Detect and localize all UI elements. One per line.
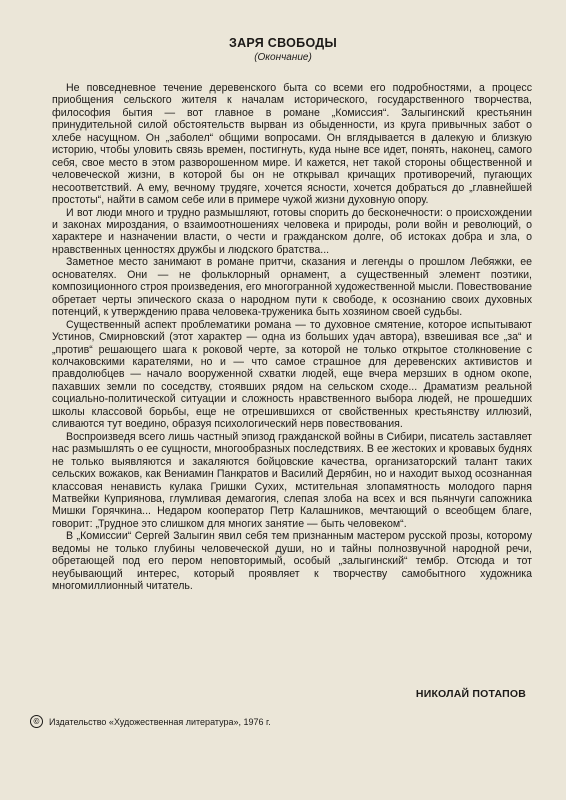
paragraph: Воспроизведя всего лишь частный эпизод гражданской войны в Сибири, писатель заставляет нас размышлять о ее сущности, многообразных последствиях. В ее жестоких и кровавых буднях не только выявляются и закаляются бойцовские качества, организаторский талант таких сельских вожаков, как Вениамин Панкратов и Василий Дерябин, но и находит выход осознанная классовая ненависть кулака Гришки Сухих, мстительная злопамятность молодого парня Матвейки Куприянова, глумливая демагогия, слепая злоба на всех и вся пьянчуги сапожника Мишки Горячкина... Недаром кооператор Петр Калашников, мечтающий о всеобщем благе, говорит: „Трудное это слишком для многих занятие — быть человеком“. [52, 430, 532, 530]
paragraph: Заметное место занимают в романе притчи, сказания и легенды о прошлом Лебяжки, ее основателях. Они — не фольклорный орнамент, а существенный элемент поэтики, композиционного строя произведения, его многогранной художественной мысли. Повествование обретает черты эпического сказа о народном пути к свободе, к осознанию своих духовных потенций, к утверждению права человека-труженика быть хозяином своей судьбы. [52, 256, 532, 319]
copyright-icon: © [30, 715, 43, 728]
paragraph: И вот люди много и трудно размышляют, готовы спорить до бесконечности: о происхождении и законах мироздания, о взаимоотношениях человека и природы, роли войн и революций, о характере и назначении власти, о чести и гражданском долге, об истоках добра и зла, о нравственных ценностях дружбы и людского братства... [52, 206, 532, 256]
article-title: ЗАРЯ СВОБОДЫ [228, 36, 338, 50]
article-body [52, 82, 532, 593]
copyright-text: Издательство «Художественная литература», 1976 г. [49, 716, 271, 727]
paragraph: Существенный аспект проблематики романа — то духовное смятение, которое испытывают Устинов, Смирновский (этот характер — одна из больших удач автора), взвешивая все „за“ и „против“ решающего шага к роковой черте, за которой не только открытое столкновение с колчаковскими карателями, но и — что самое страшное для деревенских активистов и правдолюбцев — начало вооруженной схватки людей, еще вчера мерзших в одном окопе, пахавших земли по соседству, стоявших рядом на сельском сходе... Драматизм реальной социально-политической ситуации и сложность нравственного выбора людей, не прошедших школы классовой борьбы, еще не отрешившихся от свойственных крестьянству иллюзий, сливаются тут воедино, образуя психологический нерв повествования. [52, 318, 532, 431]
author-signature: НИКОЛАЙ ПОТАПОВ [415, 688, 526, 700]
paragraph: Не повседневное течение деревенского быта со всеми его подробностями, а процесс приобщения сельского жителя к началам исторического, государственного творчества, философия бытия — вот главное в романе „Комиссия“. Залыгинский крестьянин принудительной силой обстоятельств вырван из обыденности, из круга привычных забот о хлебе насущном. Он „заболел“ общими вопросами. Он вглядывается в далекую и близкую историю, чтобы уловить связь времен, постигнуть, куда ныне все идет, понять, наконец, самого себя, свое место в этом разворошенном мире. И кажется, нет такой стороны общественной и человеческой жизни, в которой бы он не открывал кричащих противоречий, пугающих несоответствий. А ему, вечному трудяге, хочется ясности, хочется добраться до „главнейшей простоты“, найти в самом себе или в примере чужой жизни духовную опору. [52, 82, 532, 207]
copyright-line [30, 715, 271, 728]
article-subtitle: (Окончание) [254, 52, 312, 63]
paragraph: В „Комиссии“ Сергей Залыгин явил себя тем признанным мастером русской прозы, которому ведомы не только глубины человеческой души, но и тайны полнозвучной народной речи, обретающей под его пером неповторимый, особый „залыгинский“ тембр. Отсюда и тот неубывающий интерес, который проявляет к творчеству самобытного художника многомиллионный читатель. [52, 530, 532, 593]
